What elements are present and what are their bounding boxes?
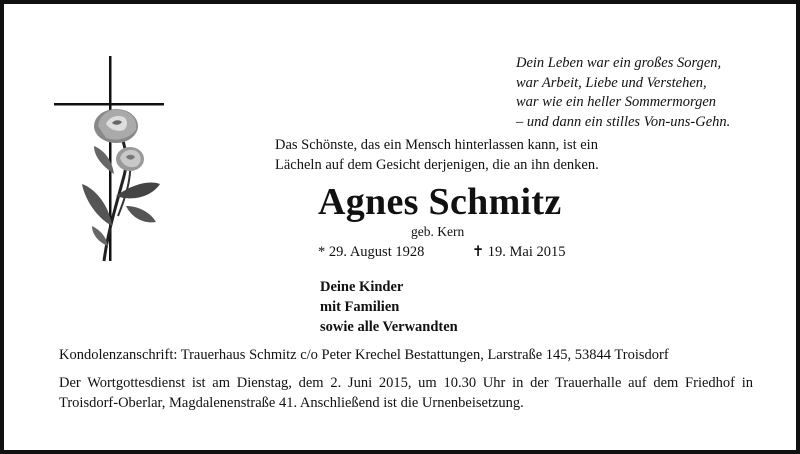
quote [275,135,695,175]
family-line: sowie alle Verwandten [320,319,458,335]
quote-line: Das Schönste, das ein Mensch hinterlassen kann, ist ein [275,137,598,153]
poem-line: war Arbeit, Liebe und Verstehen, [516,74,707,91]
quote-line: Lächeln auf dem Gesicht derjenigen, die an ihn denken. [275,157,599,173]
birth-date: * 29. August 1928 [318,244,425,260]
born-name: geb. Kern [411,224,465,239]
family-line: mit Familien [320,299,400,315]
rose-icon [82,109,160,261]
service-line: Der Wortgottesdienst ist am Dienstag, dem 2. Juni 2015, um 10.30 Uhr in der Trauerhalle auf dem Friedhof in [59,375,753,391]
service-info [59,373,753,413]
death-date: ✝ 19. Mai 2015 [472,244,566,260]
poem-line: Dein Leben war ein großes Sorgen, [516,55,722,71]
service-line: Troisdorf-Oberlar, Magdalenenstraße 41. Anschließend ist die Urnenbeisetzung. [59,395,524,411]
family-signature [320,277,458,337]
family-line: Deine Kinder [320,279,404,295]
poem-line: war wie ein heller Sommermorgen [516,94,717,110]
rose-cross-icon [54,56,174,271]
poem-line: – und dann ein stilles Von-uns-Gehn. [516,113,731,130]
deceased-name: Agnes Schmitz [318,181,562,223]
poem [516,54,776,132]
condolence-address: Kondolenzanschrift: Trauerhaus Schmitz c/o Peter Krechel Bestattungen, Larstraße 145, 53844 Troisdorf [59,347,669,363]
